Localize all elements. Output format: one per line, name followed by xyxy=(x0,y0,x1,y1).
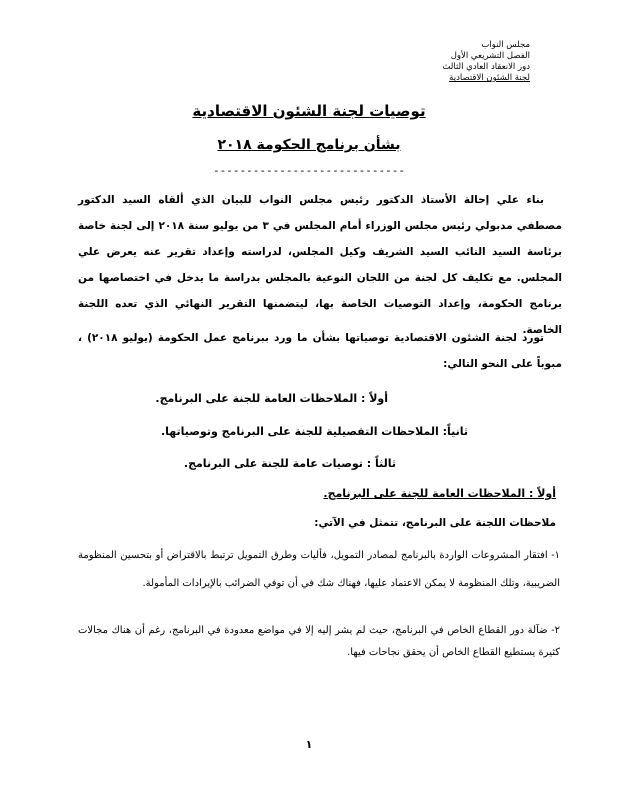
document-title: توصيات لجنة الشئون الاقتصادية xyxy=(192,102,426,120)
letterhead-line: الفصل التشريعي الأول xyxy=(450,51,530,61)
document-subtitle: بشأن برنامج الحكومة ٢٠١٨ xyxy=(217,137,401,153)
letterhead xyxy=(442,40,530,84)
letterhead-line: دور الانعقاد العادي الثالث xyxy=(442,62,530,72)
outline-item: أولاً : الملاحظات العامة للجنة على البرنامج. xyxy=(155,392,388,405)
list-item-text: ضآلة دور القطاع الخاص في البرنامج، حيث لم يشر إليه إلا في مواضع معدودة في البرنامج، رغم أن هناك مجالات كثيرة يستطيع القطاع الخاص أن يحقق نجاحات فيها. xyxy=(78,625,560,658)
section-heading: أولاً : الملاحظات العامة للجنة على البرنامج. xyxy=(323,487,556,500)
scope-paragraph: تورد لجنة الشئون الاقتصادية توصياتها بشأن ما ورد ببرنامج عمل الحكومة (يوليو ٢٠١٨) ، مبوباً على النحو التالي: xyxy=(78,332,562,370)
outline-item: ثالثاً : توصيات عامة للجنة على البرنامج. xyxy=(183,457,396,470)
list-item xyxy=(78,542,560,598)
intro-paragraph: بناء علي إحالة الأستاذ الدكتور رئيس مجلس النواب للبيان الذي ألقاه السيد الدكتور مصطفي مدبولي رئيس مجلس الوزراء أمام المجلس في ٣ من يوليو سنة ٢٠١٨ إلى لجنة خاصة برئاسة السيد النائب السيد الشريف وكيل المجلس، لدراسته وإعداد تقرير عنه يعرض علي المجلس. مع تكليف كل لجنة من اللجان النوعية بالمجلس بدراسة ما يدخل في اختصاصها من برنامج الحكومة، وإعداد التوصيات الخاصة بها، ليتضمنها التقرير النهائي الذي تعده اللجنة الخاصة. xyxy=(78,194,562,336)
letterhead-line: لجنة الشئون الاقتصادية xyxy=(449,73,530,83)
list-item xyxy=(78,620,560,664)
separator-line: ----------------------------- xyxy=(212,164,406,177)
list-item-text: افتقار المشروعات الواردة بالبرنامج لمصادر التمويل، فأليات وطرق التمويل ترتبط بالاقتراض أو بتحسين المنظومة الضريبية، وتلك المنظومة لا يمكن الاعتماد عليها، فهناك شك في أن توفي الضرائب بالإيرادات المأمولة. xyxy=(78,550,560,589)
list-item-number: ١- xyxy=(551,550,560,561)
outline-item: ثانياً: الملاحظات التفصيلية للجنة على البرنامج وتوصياتها. xyxy=(160,425,468,438)
lead-in-text: ملاحظات اللجنة على البرنامج، تتمثل في الآتي: xyxy=(314,517,556,529)
list-item-number: ٢- xyxy=(551,625,560,636)
letterhead-line: مجلس النواب xyxy=(481,40,530,50)
page-number: ١ xyxy=(305,738,313,751)
